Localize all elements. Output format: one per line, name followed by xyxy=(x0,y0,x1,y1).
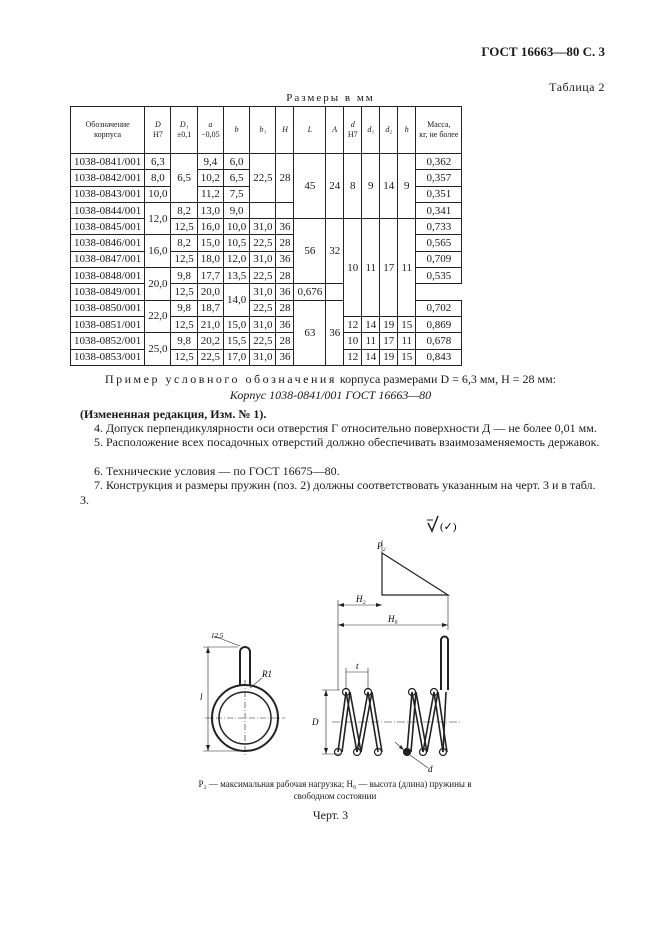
cell-b1: 22,5 xyxy=(250,235,276,251)
dim-12-5-label: 12,5 xyxy=(211,632,224,640)
paragraph-5: 5. Расположение всех посадочных отверстий должно обеспечивать взаимозаменяемость державок. xyxy=(94,435,600,449)
col-header-main: L xyxy=(307,125,313,134)
spring-side-view xyxy=(322,540,460,768)
cell-name: 1038-0844/001 xyxy=(71,202,145,218)
cell-b: 10,0 xyxy=(223,219,249,235)
cell-mass: 0,351 xyxy=(416,186,462,202)
cell-d2: 19 xyxy=(380,316,398,332)
pitch-t-label: t xyxy=(356,661,359,671)
cell-mass: 0,341 xyxy=(416,202,462,218)
col-header-sub: H7 xyxy=(347,130,358,139)
paragraph-6: 6. Технические условия — по ГОСТ 16675—80. xyxy=(94,464,340,478)
cell-H: 36 xyxy=(276,316,294,332)
cell-d2: 14 xyxy=(380,154,398,219)
cell-D1: 12,5 xyxy=(171,251,197,267)
load-p2-label: P₂ xyxy=(377,541,386,551)
cell-b1: 31,0 xyxy=(250,316,276,332)
cell-d: 10 xyxy=(344,219,362,317)
col-header-main: h xyxy=(404,125,409,134)
figure-caption: P₂ — максимальная рабочая нагрузка; H₀ — высота (длина) пружины в свободном состоянии xyxy=(198,779,472,801)
radius-label: R1 xyxy=(262,669,272,679)
cell-b1: 22,5 xyxy=(250,268,276,284)
spring-end-view xyxy=(203,636,285,756)
roughness-label: (✓) xyxy=(440,521,457,533)
cell-D1: 8,2 xyxy=(171,202,197,218)
col-header-main: D xyxy=(154,120,161,129)
cell-d1: 9 xyxy=(362,154,380,219)
cell-d1: 14 xyxy=(362,316,380,332)
col-header-main: d₂ xyxy=(385,125,393,134)
col-header-sub: −0,05 xyxy=(201,130,220,139)
cell-name: 1038-0841/001 xyxy=(71,154,145,170)
cell-L: 56 xyxy=(294,219,326,284)
cell-h: 11 xyxy=(398,333,416,349)
cell-H: 28 xyxy=(276,268,294,284)
cell-d2: 17 xyxy=(380,333,398,349)
cell-A: 36 xyxy=(326,300,344,365)
cell-D: 12,0 xyxy=(145,202,171,235)
table-number: Таблица 2 xyxy=(549,80,605,94)
h0-label: H₀ xyxy=(388,614,398,624)
cell-b: 9,0 xyxy=(223,202,249,218)
cell-b: 6,5 xyxy=(223,170,249,186)
col-header-sub: кг, не более xyxy=(419,130,459,139)
cell-H: 28 xyxy=(276,333,294,349)
cell-name: 1038-0852/001 xyxy=(71,333,145,349)
cell-b1: 22,5 xyxy=(250,333,276,349)
cell-h: 11 xyxy=(398,219,416,317)
example-lead: Пример условного обозначения xyxy=(104,372,337,386)
cell-D1: 6,5 xyxy=(171,154,197,203)
cell-name: 1038-0851/001 xyxy=(71,316,145,332)
col-header-main: Масса, xyxy=(427,120,451,129)
cell-mass: 0,709 xyxy=(416,251,462,267)
cell-b: 15,0 xyxy=(223,316,249,332)
cell-b: 14,0 xyxy=(223,284,249,317)
cell-A: 24 xyxy=(326,154,344,219)
cell-mass: 0,676 xyxy=(294,284,326,300)
cell-name: 1038-0849/001 xyxy=(71,284,145,300)
cell-D: 10,0 xyxy=(145,186,171,202)
cell-h: 15 xyxy=(398,316,416,332)
table-units: Размеры в мм xyxy=(286,92,375,104)
cell-H: 28 xyxy=(276,154,294,203)
cell-a: 18,0 xyxy=(197,251,223,267)
cell-a: 17,7 xyxy=(197,268,223,284)
figure-label: Черт. 3 xyxy=(312,808,349,822)
cell-D: 22,0 xyxy=(145,300,171,333)
cell-b1: 22,5 xyxy=(250,300,276,316)
cell-D1: 8,2 xyxy=(171,235,197,251)
cell-d1: 14 xyxy=(362,349,380,365)
col-header-main: d xyxy=(350,120,355,129)
cell-d2: 17 xyxy=(380,219,398,317)
cell-a: 9,4 xyxy=(197,154,223,170)
example-designation: Корпус 1038-0841/001 ГОСТ 16663—80 xyxy=(229,388,432,402)
cell-a: 21,0 xyxy=(197,316,223,332)
cell-d1: 11 xyxy=(362,333,380,349)
col-header-main: a xyxy=(208,120,213,129)
cell-name: 1038-0845/001 xyxy=(71,219,145,235)
cell-D: 16,0 xyxy=(145,235,171,268)
cell-H: 36 xyxy=(276,349,294,365)
cell-D: 8,0 xyxy=(145,170,171,186)
cell-name: 1038-0850/001 xyxy=(71,300,145,316)
paragraph-7: 7. Конструкция и размеры пружин (поз. 2) должны соответствовать указанным на черт. 3 и в табл. 3. xyxy=(80,478,596,507)
cell-mass: 0,362 xyxy=(416,154,462,170)
cell-h: 15 xyxy=(398,349,416,365)
page-header: ГОСТ 16663—80 С. 3 xyxy=(481,44,605,59)
cell-D1: 9,8 xyxy=(171,333,197,349)
example-rest: корпуса размерами D = 6,3 мм, H = 28 мм: xyxy=(336,372,557,386)
cell-D1: 12,5 xyxy=(171,349,197,365)
dim-l-label: l xyxy=(200,692,203,702)
cell-b: 12,0 xyxy=(223,251,249,267)
cell-D1: 12,5 xyxy=(171,284,197,300)
col-header-main: b xyxy=(234,125,239,134)
col-header-main: D₁ xyxy=(179,120,189,129)
cell-H: 28 xyxy=(276,300,294,316)
cell-b1: 31,0 xyxy=(250,219,276,235)
cell-name: 1038-0846/001 xyxy=(71,235,145,251)
cell-a: 15,0 xyxy=(197,235,223,251)
cell-b1: 31,0 xyxy=(250,251,276,267)
cell-A: 32 xyxy=(326,219,344,284)
col-header-main: d₁ xyxy=(367,125,375,134)
cell-b1: 31,0 xyxy=(250,349,276,365)
cell-H: 36 xyxy=(276,219,294,235)
cell-a: 20,0 xyxy=(197,284,223,300)
cell-name: 1038-0842/001 xyxy=(71,170,145,186)
cell-b: 7,5 xyxy=(223,186,249,202)
cell-mass: 0,869 xyxy=(416,316,462,332)
paragraph-4: 4. Допуск перпендикулярности оси отверстия Г относительно поверхности Д — не более 0,01 мм. xyxy=(94,421,597,435)
col-header-sub: ±0,1 xyxy=(176,130,192,139)
diameter-d-label: D xyxy=(312,717,319,727)
cell-d2: 19 xyxy=(380,349,398,365)
cell-name: 1038-0848/001 xyxy=(71,268,145,284)
cell-mass: 0,702 xyxy=(416,300,462,316)
cell-d: 12 xyxy=(344,349,362,365)
cell-d1: 11 xyxy=(362,219,380,317)
cell-a: 13,0 xyxy=(197,202,223,218)
cell-D1: 12,5 xyxy=(171,316,197,332)
cell-L: 63 xyxy=(294,300,326,365)
cell-mass: 0,535 xyxy=(416,268,462,284)
cell-b1: 22,5 xyxy=(250,154,276,203)
cell-b: 17,0 xyxy=(223,349,249,365)
col-header-sub: H7 xyxy=(152,130,163,139)
cell-b: 6,0 xyxy=(223,154,249,170)
cell-b: 13,5 xyxy=(223,268,249,284)
cell-mass: 0,357 xyxy=(416,170,462,186)
cell-D1: 12,5 xyxy=(171,219,197,235)
cell-H: 36 xyxy=(276,284,294,300)
cell-a: 16,0 xyxy=(197,219,223,235)
cell-a: 11,2 xyxy=(197,186,223,202)
col-header-sub: корпуса xyxy=(94,130,122,139)
cell-a: 18,7 xyxy=(197,300,223,316)
cell-mass: 0,843 xyxy=(416,349,462,365)
cell-H: 36 xyxy=(276,251,294,267)
cell-name: 1038-0847/001 xyxy=(71,251,145,267)
wire-d-label: d xyxy=(428,764,433,774)
col-header-main: b₁ xyxy=(259,125,267,134)
col-header-main: H xyxy=(282,125,288,134)
cell-a: 20,2 xyxy=(197,333,223,349)
cell-mass: 0,733 xyxy=(416,219,462,235)
cell-name: 1038-0843/001 xyxy=(71,186,145,202)
h2-label: H₂ xyxy=(356,594,366,604)
cell-D1: 9,8 xyxy=(171,300,197,316)
col-header-main: Обозначение xyxy=(85,120,130,129)
cell-b: 10,5 xyxy=(223,235,249,251)
cell-h: 9 xyxy=(398,154,416,219)
cell-D1: 9,8 xyxy=(171,268,197,284)
cell-b1: 31,0 xyxy=(250,284,276,300)
cell-name: 1038-0853/001 xyxy=(71,349,145,365)
cell-d: 8 xyxy=(344,154,362,219)
cell-L: 45 xyxy=(294,154,326,219)
cell-d: 12 xyxy=(344,316,362,332)
cell-a: 10,2 xyxy=(197,170,223,186)
edition-note: (Измененная редакция, Изм. № 1). xyxy=(80,407,267,421)
cell-a: 22,5 xyxy=(197,349,223,365)
cell-D: 20,0 xyxy=(145,268,171,301)
cell-d: 10 xyxy=(344,333,362,349)
cell-mass: 0,678 xyxy=(416,333,462,349)
cell-D: 6,3 xyxy=(145,154,171,170)
cell-D: 25,0 xyxy=(145,333,171,366)
col-header-main: A xyxy=(332,125,338,134)
cell-b: 15,5 xyxy=(223,333,249,349)
cell-H: 28 xyxy=(276,235,294,251)
roughness-mark xyxy=(427,516,457,533)
cell-mass: 0,565 xyxy=(416,235,462,251)
